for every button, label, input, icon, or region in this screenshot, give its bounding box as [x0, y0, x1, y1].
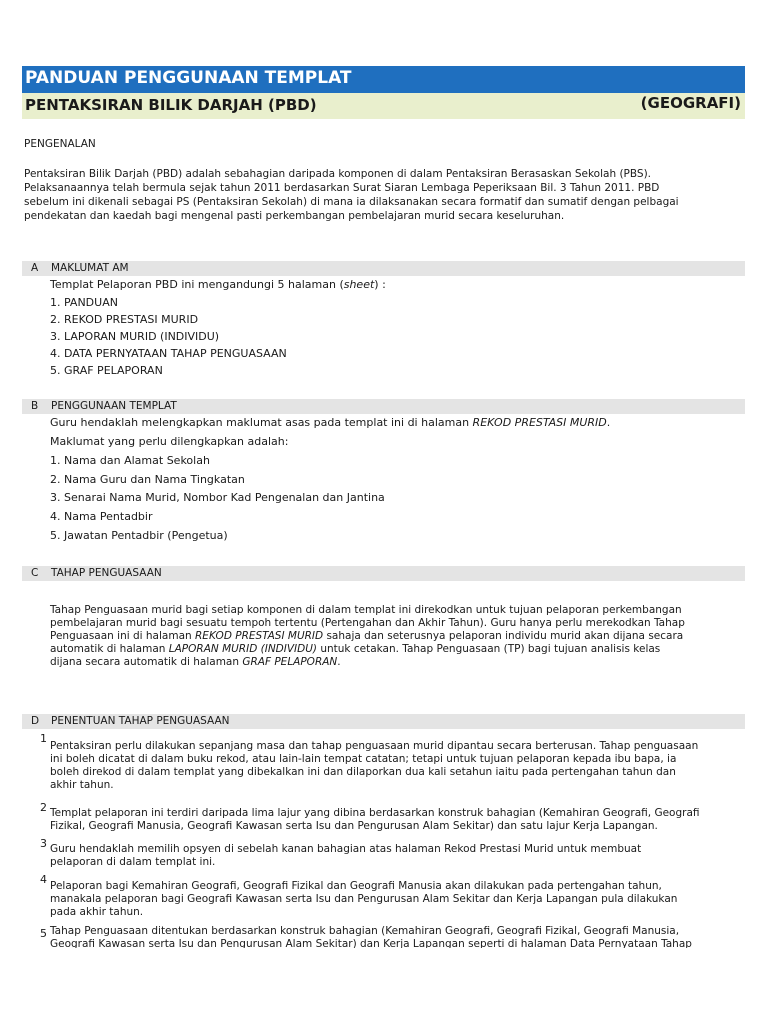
item-5-clip — [0, 920, 768, 948]
list-item: 4. Nama Pentadbir — [50, 510, 153, 523]
section-title: TAHAP PENGUASAAN — [51, 567, 162, 579]
section-c-line: dijana secara automatik di halaman GRAF PELAPORAN. — [50, 656, 341, 668]
section-letter: C — [31, 567, 39, 579]
item-line: Templat pelaporan ini terdiri daripada lima lajur yang dibina berdasarkan konstruk bahagian (Kemahiran Geografi, Geografi — [50, 807, 700, 819]
item-line: akhir tahun. — [50, 779, 114, 791]
section-letter: B — [31, 400, 39, 412]
item-line: Guru hendaklah memilih opsyen di sebelah kanan bahagian atas halaman Rekod Prestasi Murid untuk membuat — [50, 843, 642, 855]
item-line: pada akhir tahun. — [50, 906, 144, 918]
subject-label: (GEOGRAFI) — [640, 94, 741, 112]
document-title-bar — [22, 66, 745, 93]
item-number: 2 — [40, 801, 47, 814]
section-title: PENGGUNAAN TEMPLAT — [51, 400, 177, 412]
section-letter: A — [31, 262, 39, 274]
item-number: 1 — [40, 732, 47, 745]
item-number: 3 — [40, 837, 47, 850]
item-line: manakala pelaporan bagi Geografi Kawasan serta Isu dan Pengurusan Alam Sekitar dan Kerja Lapangan pula dilakukan — [50, 893, 678, 905]
item-number: 5 — [40, 927, 47, 940]
item-line: ini boleh dicatat di dalam buku rekod, atau lain-lain tempat catatan; tetapi untuk tujuan pelaporan kepada ibu bapa, ia — [50, 753, 677, 765]
document-subtitle-bar — [22, 93, 745, 119]
section-title: MAKLUMAT AM — [51, 262, 129, 274]
section-c-line: Penguasaan ini di halaman REKOD PRESTASI MURID sahaja dan seterusnya pelaporan individu murid akan dijana secara — [50, 630, 684, 642]
section-c-header — [22, 566, 745, 581]
item-line: Fizikal, Geografi Manusia, Geografi Kawasan serta Isu dan Pengurusan Alam Sekitar) dan satu lajur Kerja Lapangan. — [50, 820, 658, 832]
section-a-header — [22, 261, 745, 276]
section-a-intro: Templat Pelaporan PBD ini mengandungi 5 halaman (sheet) : — [50, 278, 386, 291]
section-title: PENENTUAN TAHAP PENGUASAAN — [51, 715, 230, 727]
intro-line: Pelaksanaannya telah bermula sejak tahun 2011 berdasarkan Surat Siaran Lembaga Peperiksaan Bil. 3 Tahun 2011. PBD — [24, 182, 660, 194]
section-c-line: pembelajaran murid bagi sesuatu tempoh tertentu (Pertengahan dan Akhir Tahun). Guru hanya perlu merekodkan Tahap — [50, 617, 685, 629]
list-item: 3. LAPORAN MURID (INDIVIDU) — [50, 330, 220, 343]
item-line: Pentaksiran perlu dilakukan sepanjang masa dan tahap penguasaan murid dipantau secara berterusan. Tahap penguasaan — [50, 740, 699, 752]
section-c-line: automatik di halaman LAPORAN MURID (INDIVIDU) untuk cetakan. Tahap Penguasaan (TP) bagi tujuan analisis kelas — [50, 643, 661, 655]
list-item: 1. Nama dan Alamat Sekolah — [50, 454, 210, 467]
document-subtitle: PENTAKSIRAN BILIK DARJAH (PBD) — [25, 96, 317, 114]
intro-line: pendekatan dan kaedah bagi mengenal pasti perkembangan pembelajaran murid secara keseluruhan. — [24, 210, 565, 222]
item-line: pelaporan di dalam templat ini. — [50, 856, 216, 868]
list-item: 1. PANDUAN — [50, 296, 118, 309]
list-item: 5. GRAF PELAPORAN — [50, 364, 163, 377]
section-b-header — [22, 399, 745, 414]
list-item: 4. DATA PERNYATAAN TAHAP PENGUASAAN — [50, 347, 287, 360]
item-line: boleh direkod di dalam templat yang dibekalkan ini dan dilaporkan dua kali setahun iaitu pada pertengahan tahun dan — [50, 766, 676, 778]
section-b-line: Guru hendaklah melengkapkan maklumat asas pada templat ini di halaman REKOD PRESTASI MURID. — [50, 416, 611, 429]
list-item: 3. Senarai Nama Murid, Nombor Kad Pengenalan dan Jantina — [50, 491, 385, 504]
intro-line: Pentaksiran Bilik Darjah (PBD) adalah sebahagian daripada komponen di dalam Pentaksiran Berasaskan Sekolah (PBS). — [24, 168, 652, 180]
intro-line: sebelum ini dikenali sebagai PS (Pentaksiran Sekolah) di mana ia dilaksanakan secara formatif dan sumatif dengan pelbagai — [24, 196, 679, 208]
section-b-line: Maklumat yang perlu dilengkapkan adalah: — [50, 435, 289, 448]
section-c-line: Tahap Penguasaan murid bagi setiap komponen di dalam templat ini direkodkan untuk tujuan pelaporan perkembangan — [50, 604, 682, 616]
item-line: Pelaporan bagi Kemahiran Geografi, Geografi Fizikal dan Geografi Manusia akan dilakukan pada pertengahan tahun, — [50, 880, 662, 892]
list-item: 2. Nama Guru dan Nama Tingkatan — [50, 473, 245, 486]
item-number: 4 — [40, 873, 47, 886]
item-line: Geografi Kawasan serta Isu dan Pengurusan Alam Sekitar) dan Kerja Lapangan seperti di halaman Data Pernyataan Tahap — [50, 938, 692, 948]
list-item: 5. Jawatan Pentadbir (Pengetua) — [50, 529, 228, 542]
intro-heading: PENGENALAN — [24, 138, 96, 150]
item-line: Tahap Penguasaan ditentukan berdasarkan konstruk bahagian (Kemahiran Geografi, Geografi Fizikal, Geografi Manusia, — [50, 925, 680, 937]
section-d-header — [22, 714, 745, 729]
list-item: 2. REKOD PRESTASI MURID — [50, 313, 199, 326]
document-title: PANDUAN PENGGUNAAN TEMPLAT — [25, 68, 352, 88]
section-letter: D — [31, 715, 40, 727]
